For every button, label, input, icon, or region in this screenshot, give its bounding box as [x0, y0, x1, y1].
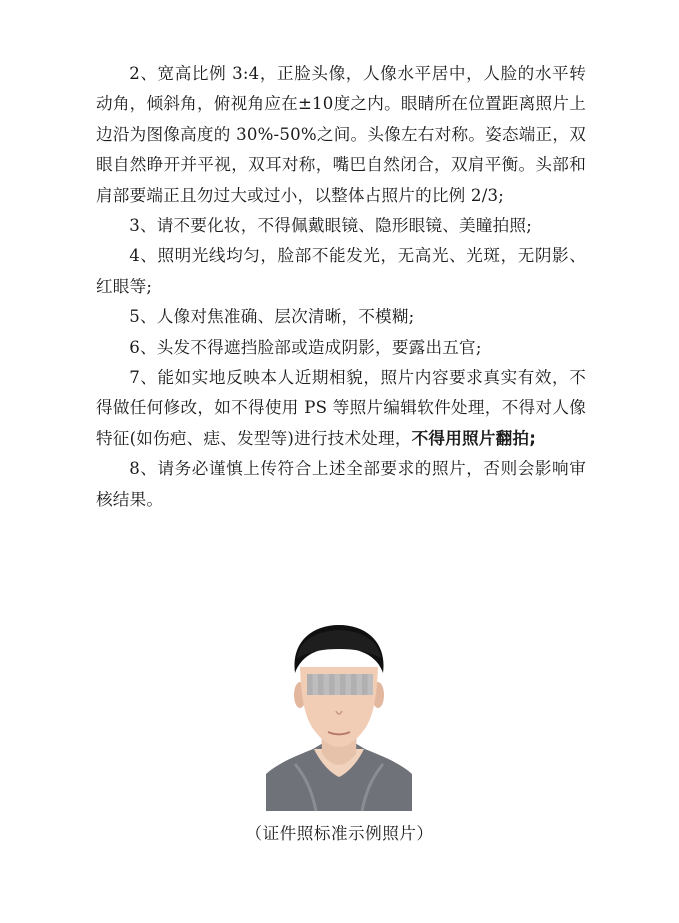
- sample-id-photo: [266, 623, 412, 811]
- requirement-6: 6、头发不得遮挡脸部或造成阴影，要露出五官;: [129, 337, 482, 357]
- requirement-7: [96, 363, 586, 454]
- requirement-8: 8、请务必谨慎上传符合上述全部要求的照片，否则会影响审核结果。: [96, 459, 586, 509]
- requirement-5: 5、人像对焦准确、层次清晰，不模糊;: [129, 307, 415, 327]
- requirement-7-text: 7、能如实地反映本人近期相貌，照片内容要求真实有效，不得做任何修改，如不得使用 PS 等照片编辑软件处理，不得对人像特征(如伤疤、痣、发型等)进行技术处理，: [96, 368, 586, 448]
- face-mosaic: [307, 674, 373, 695]
- requirements-text: [96, 59, 586, 515]
- requirement-3: 3、请不要化妆，不得佩戴眼镜、隐形眼镜、美瞳拍照;: [129, 216, 532, 236]
- photo-caption: （证件照标准示例照片）: [245, 824, 434, 843]
- requirement-2: 2、宽高比例 3:4，正脸头像，人像水平居中，人脸的水平转动角，倾斜角，俯视角应在±10度之内。眼睛所在位置距离照片上边沿为图像高度的 30%-50%之间。头像左右对称。姿态端正，双眼自然睁开并平视，双耳对称，嘴巴自然闭合，双肩平衡。头部和肩部要端正且勿过大或过小，以整体占照片的比例 2/3;: [96, 64, 586, 205]
- requirement-4: 4、照明光线均匀，脸部不能发光，无高光、光斑，无阴影、红眼等;: [96, 246, 586, 296]
- person-photo-icon: [266, 623, 412, 811]
- requirement-7-bold-text: 不得用照片翻拍;: [411, 428, 537, 448]
